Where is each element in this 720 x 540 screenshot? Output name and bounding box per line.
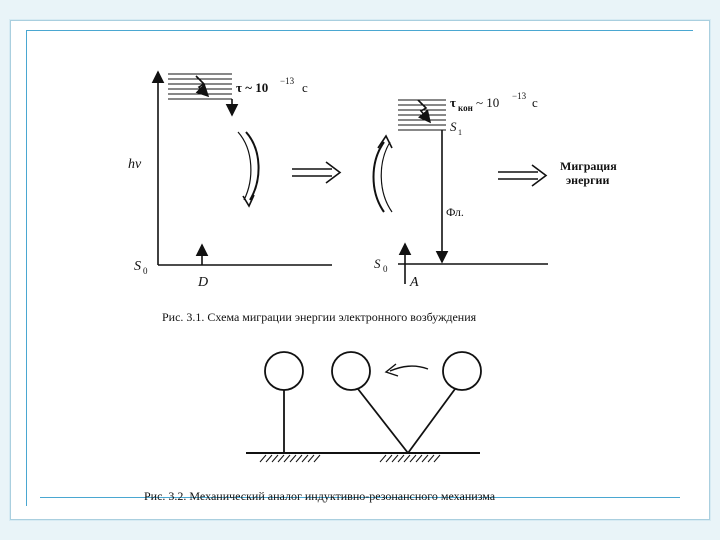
transfer-double-arrow — [292, 162, 340, 183]
acceptor-relaxation-arrow — [418, 100, 430, 122]
acceptor-tau-sub: кон — [458, 103, 473, 113]
donor-tau-exponent: −13 — [280, 76, 295, 86]
acceptor-label: A — [410, 275, 419, 290]
photon-energy-label: hν — [128, 157, 142, 172]
excited-state-label: S — [450, 119, 457, 134]
figure2-caption: Рис. 3.2. Механический аналог индуктивно-резонансного механизма — [144, 489, 496, 503]
acceptor-curved-arrow — [374, 142, 385, 212]
acceptor-tau-exponent: −13 — [512, 91, 527, 101]
pendulum-left-bob — [265, 352, 303, 390]
pendulum-right-bob — [443, 352, 481, 390]
migration-double-arrow — [498, 165, 546, 186]
pendulum-middle-rod — [358, 389, 408, 453]
donor-ground-state-sub: 0 — [143, 266, 148, 276]
migration-label-line2: энергии — [566, 173, 610, 187]
donor-label: D — [198, 275, 209, 290]
acceptor-ground-state-label: S — [374, 256, 381, 271]
donor-ground-state-label: S — [134, 259, 141, 274]
fluorescence-label: Фл. — [446, 205, 464, 219]
hatch-right — [380, 455, 440, 462]
figure1-caption: Рис. 3.1. Схема миграции энергии электронного возбуждения — [162, 310, 477, 324]
excited-state-sub: 1 — [458, 128, 462, 137]
pendulum-middle-bob — [332, 352, 370, 390]
pendulum-right-rod — [408, 389, 455, 453]
acceptor-tau-label: τ — [450, 95, 456, 110]
acceptor-tau-unit: c — [532, 95, 538, 110]
hatch-left — [260, 455, 320, 462]
mechanical-analog — [246, 352, 481, 462]
migration-label-line1: Миграция — [560, 159, 617, 173]
acceptor-tau-tilde: ~ 10 — [476, 95, 500, 110]
donor-tau-unit: c — [302, 80, 308, 95]
swing-arrow — [390, 366, 428, 371]
donor-tau-label: τ ~ 10 — [236, 80, 269, 95]
acceptor-ground-state-sub: 0 — [383, 264, 388, 274]
